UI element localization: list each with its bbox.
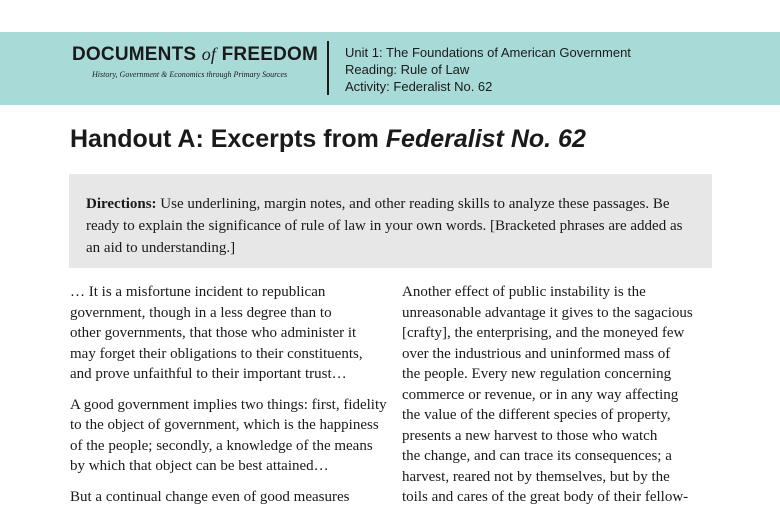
directions-box — [69, 174, 712, 268]
paragraph — [70, 395, 390, 477]
paragraph — [70, 282, 390, 385]
title-prefix: Handout A: Excerpts from — [70, 125, 386, 153]
text-line: the value of the different species of property, — [402, 407, 671, 423]
text-line: commerce or revenue, or in any way affecting — [402, 386, 679, 403]
header-divider — [327, 41, 329, 95]
header-banner — [0, 32, 780, 105]
reading-line: Reading: Rule of Law — [345, 62, 470, 77]
text-line: the people. Every new regulation concerning — [402, 366, 672, 382]
logo-subtitle: History, Government & Economics through Primary Sources — [92, 70, 288, 79]
text-line: the change, and can trace its consequences; a — [402, 448, 672, 464]
right-column — [402, 282, 722, 518]
text-line: unreasonable advantage it gives to the sagacious — [402, 304, 693, 321]
logo-title-freedom: FREEDOM — [221, 44, 319, 65]
logo-title-documents: DOCUMENTS — [72, 44, 197, 65]
text-line: to the object of government, which is the happiness — [70, 417, 379, 433]
logo-title — [72, 44, 318, 66]
text-line: A good government implies two things: first, fidelity — [70, 396, 387, 413]
text-line: may forget their obligations to their constituents, — [70, 345, 363, 362]
text-line: government, though in a less degree than to — [70, 304, 332, 321]
directions-text: Use underlining, margin notes, and other reading skills to analyze these passages. Be ready to explain the significance of rule of law in your own words. [Bracketed phrases are added as an aid to understanding.] — [86, 196, 683, 256]
text-line: toils and cares of the great body of their fellow- — [402, 489, 689, 505]
left-column — [70, 282, 390, 517]
text-line: [crafty], the enterprising, and the moneyed few — [402, 325, 685, 341]
text-line: … It is a misfortune incident to republican — [70, 284, 326, 300]
directions-label: Directions: — [86, 196, 157, 212]
paragraph — [402, 282, 722, 508]
text-line: presents a new harvest to those who watch — [402, 427, 658, 444]
text-line: Another effect of public instability is the — [402, 284, 646, 300]
text-line: over the industrious and uninformed mass of — [402, 345, 671, 362]
text-line: by which that object can be best attained… — [70, 458, 329, 474]
activity-line: Activity: Federalist No. 62 — [345, 79, 493, 94]
text-line: other governments, that those who administer it — [70, 325, 357, 341]
paragraph — [70, 487, 390, 508]
title-emphasis: Federalist No. 62 — [385, 125, 586, 153]
unit-line: Unit 1: The Foundations of American Government — [345, 45, 631, 60]
text-line: But a continual change even of good measures — [70, 488, 350, 505]
unit-info — [345, 44, 631, 95]
page-title — [70, 125, 586, 154]
text-line: harvest, reared not by themselves, but by the — [402, 468, 670, 485]
text-line: and prove unfaithful to their important trust… — [70, 366, 347, 382]
logo-title-of: of — [201, 44, 217, 64]
text-line: of the people; secondly, a knowledge of the means — [70, 437, 373, 454]
